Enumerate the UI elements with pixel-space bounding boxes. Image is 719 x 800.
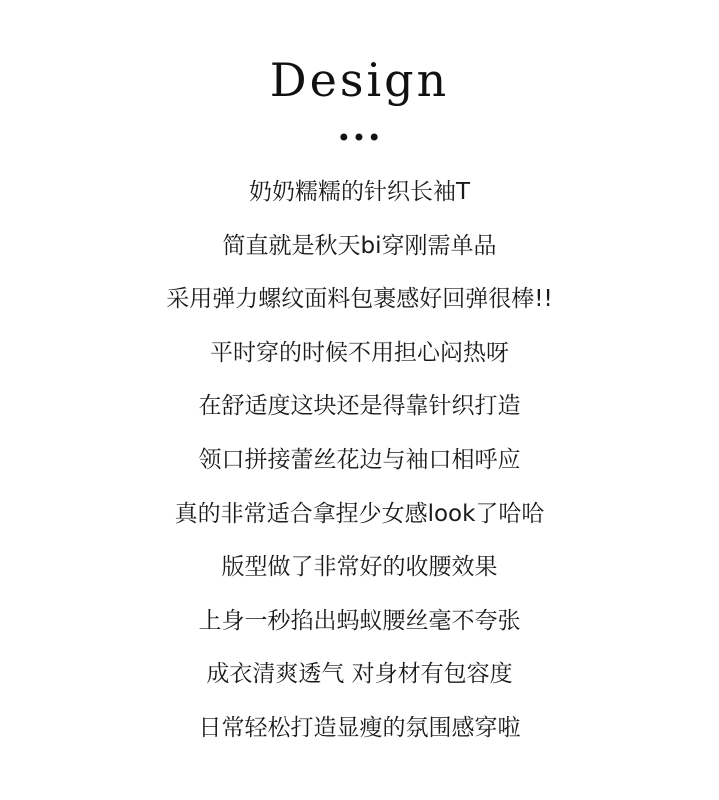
description-line-7: 真的非常适合拿捏少女感look了哈哈 [174,500,545,527]
description-line-5: 在舒适度这块还是得靠针织打造 [198,393,521,420]
description-line-4: 平时穿的时候不用担心闷热呀 [210,339,509,366]
description-line-2: 简直就是秋天bi穿刚需单品 [222,232,497,259]
description-line-11: 日常轻松打造显瘦的氛围感穿啦 [198,714,521,741]
description-line-3: 采用弹力螺纹面料包裹感好回弹很棒!! [166,286,553,313]
description-line-9: 上身一秒掐出蚂蚁腰丝毫不夸张 [198,607,521,634]
description-line-8: 版型做了非常好的收腰效果 [221,554,498,581]
description-line-10: 成衣清爽透气 对身材有包容度 [206,661,513,688]
description-line-6: 领口拼接蕾丝花边与袖口相呼应 [198,446,521,473]
description-lines [0,166,719,756]
description-line-1: 奶奶糯糯的针织长袖T [248,179,471,205]
title-separator-dots: ••• [336,124,383,152]
page-title: Design [269,53,450,107]
